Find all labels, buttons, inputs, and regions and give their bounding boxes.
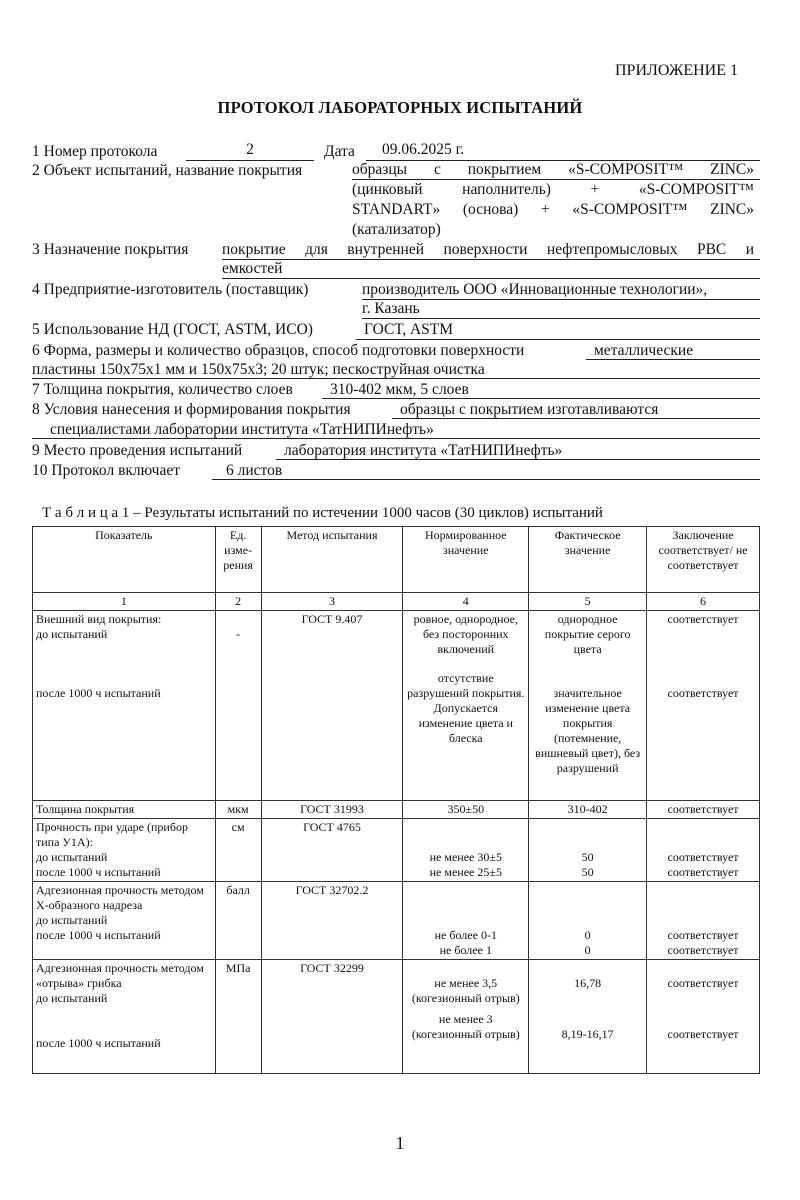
actual-cell: 310-402 xyxy=(529,801,647,819)
object-line-1: образцы с покрытием «S-COMPOSIT™ ZINC» xyxy=(352,161,754,178)
indicator-cell xyxy=(33,882,216,960)
indicator-cell xyxy=(33,819,216,882)
conclusion-cell xyxy=(647,611,760,801)
indicator-sub: до испытаний xyxy=(36,991,108,1005)
normative-cell: 350±50 xyxy=(403,801,529,819)
method-cell: ГОСТ 9.407 xyxy=(261,611,403,801)
date-value: 09.06.2025 г. xyxy=(382,141,465,158)
col-number: 5 xyxy=(529,593,647,611)
normative-cell xyxy=(403,611,529,801)
indicator-sub: до испытаний xyxy=(36,850,108,864)
indicator-sub: после 1000 ч испытаний xyxy=(36,1036,161,1050)
actual-value: 8,19-16,17 xyxy=(561,1027,614,1041)
normative-cell xyxy=(403,960,529,1074)
results-table xyxy=(32,526,760,1074)
conclusion-cell xyxy=(647,819,760,882)
col-number: 2 xyxy=(215,593,261,611)
actual-value: значительное изменение цвета покрытия (потемнение, вишневый цвет), без разрушений xyxy=(535,686,641,775)
table-header-row xyxy=(33,527,760,593)
actual-value: 50 xyxy=(581,865,594,879)
conditions-line-2: специалистами лаборатории института «ТатНИПИнефть» xyxy=(50,421,434,438)
conclusion-value: соответствует xyxy=(667,943,739,957)
indicator-name: Адгезионная прочность методом «отрыва» грибка xyxy=(36,961,204,990)
table-row xyxy=(33,960,760,1074)
conclusion-value: соответствует xyxy=(667,865,739,879)
field-8-label: 8 Условия нанесения и формирования покрытия xyxy=(32,401,351,418)
indicator-sub: после 1000 ч испытаний xyxy=(36,865,161,879)
unit-cell: мкм xyxy=(215,801,261,819)
header-method: Метод испытания xyxy=(261,527,403,593)
conditions-value-1: образцы с покрытием изготавливаются xyxy=(400,401,659,418)
actual-value: 16,78 xyxy=(574,976,602,990)
thickness-value: 310-402 мкм, 5 слоев xyxy=(330,381,469,398)
indicator-name: Прочность при ударе (прибор типа У1А): xyxy=(36,820,188,849)
field-10-label: 10 Протокол включает xyxy=(32,462,180,479)
table-caption: Т а б л и ц а 1 – Результаты испытаний по истечении 1000 часов (30 циклов) испытаний xyxy=(42,505,603,521)
indicator-name: Внешний вид покрытия: xyxy=(36,612,162,626)
thickness-underline xyxy=(322,398,760,399)
method-cell: ГОСТ 4765 xyxy=(261,819,403,882)
conclusion-value: соответствует xyxy=(667,686,739,700)
indicator-cell xyxy=(33,611,216,801)
col-number: 4 xyxy=(403,593,529,611)
conclusion-value: соответствует xyxy=(667,928,739,942)
manufacturer-underline-1 xyxy=(362,299,760,300)
table-row xyxy=(33,819,760,882)
purpose-line-1: покрытие для внутренней поверхности нефтепромысловых РВС и xyxy=(222,241,754,258)
col-number: 6 xyxy=(647,593,760,611)
purpose-underline-2 xyxy=(222,278,760,279)
table-row xyxy=(33,882,760,960)
actual-cell xyxy=(529,819,647,882)
object-line-3: STANDART» (основа) + «S-COMPOSIT™ ZINC» xyxy=(352,201,754,218)
normative-value: не более 0-1 xyxy=(434,928,497,942)
conclusion-value: соответствует xyxy=(667,850,739,864)
actual-cell xyxy=(529,611,647,801)
date-label: Дата xyxy=(324,143,355,160)
header-conclusion: Заключение соответствует/ не соответствует xyxy=(647,527,760,593)
indicator-cell xyxy=(33,960,216,1074)
test-location-underline xyxy=(276,459,760,460)
unit-value: - xyxy=(236,627,241,641)
test-location-value: лаборатория института «ТатНИПИнефть» xyxy=(284,442,563,459)
table-number-row xyxy=(33,593,760,611)
actual-value: 0 xyxy=(584,928,591,942)
indicator-sub: после 1000 ч испытаний xyxy=(36,686,161,700)
unit-cell xyxy=(215,611,261,801)
indicator-name: Адгезионная прочность методом Х-образного надреза xyxy=(36,883,204,912)
sheets-underline xyxy=(212,479,760,480)
conditions-underline-1 xyxy=(392,418,760,419)
samples-value-1: металлические xyxy=(594,342,694,359)
normative-cell xyxy=(403,819,529,882)
field-9-label: 9 Место проведения испытаний xyxy=(32,442,243,459)
document-title: ПРОТОКОЛ ЛАБОРАТОРНЫХ ИСПЫТАНИЙ xyxy=(217,98,583,117)
normative-value: ровное, однородное, без посторонних включений xyxy=(413,612,518,656)
actual-value: 0 xyxy=(584,943,591,957)
header-indicator: Показатель xyxy=(33,527,216,593)
actual-cell xyxy=(529,960,647,1074)
normative-value: отсутствие разрушений покрытия. Допускается изменение цвета и блеска xyxy=(407,671,525,745)
table-row xyxy=(33,801,760,819)
normative-value: не менее 3 (когезионный отрыв) xyxy=(411,1012,520,1041)
conclusion-value: соответствует xyxy=(667,1027,739,1041)
field-2-label: 2 Объект испытаний, название покрытия xyxy=(32,162,303,179)
field-4-label: 4 Предприятие-изготовитель (поставщик) xyxy=(32,281,309,298)
col-number: 1 xyxy=(33,593,216,611)
method-cell: ГОСТ 32702.2 xyxy=(261,882,403,960)
method-cell: ГОСТ 32299 xyxy=(261,960,403,1074)
samples-line-2: пластины 150x75x1 мм и 150x75x3; 20 штук; пескоструйная очистка xyxy=(32,361,485,378)
actual-cell xyxy=(529,882,647,960)
actual-value: 50 xyxy=(581,850,594,864)
col-number: 3 xyxy=(261,593,403,611)
indicator-sub: до испытаний xyxy=(36,627,108,641)
sheets-value: 6 листов xyxy=(226,462,283,479)
header-actual: Фактическое значение xyxy=(529,527,647,593)
normative-value: не более 1 xyxy=(439,943,492,957)
conclusion-value: соответствует xyxy=(667,612,739,626)
indicator-sub: после 1000 ч испытаний xyxy=(36,928,161,942)
manufacturer-underline-2 xyxy=(362,318,760,319)
normative-cell xyxy=(403,882,529,960)
object-line-4: (катализатор) xyxy=(352,221,441,238)
field-7-label: 7 Толщина покрытия, количество слоев xyxy=(32,381,293,398)
object-line-2: (цинковый наполнитель) + «S-COMPOSIT™ xyxy=(352,181,754,198)
purpose-underline-1 xyxy=(222,259,760,260)
unit-cell: балл xyxy=(215,882,261,960)
normative-value: не менее 30±5 xyxy=(429,850,502,864)
samples-underline-1 xyxy=(586,359,760,360)
indicator-sub: до испытаний xyxy=(36,913,108,927)
conclusion-cell xyxy=(647,882,760,960)
normative-value: не менее 3,5 (когезионный отрыв) xyxy=(411,976,520,1005)
unit-cell: МПа xyxy=(215,960,261,1074)
appendix-label: ПРИЛОЖЕНИЕ 1 xyxy=(614,62,738,79)
standards-value: ГОСТ, ASTM xyxy=(364,321,454,338)
manufacturer-line-2: г. Казань xyxy=(362,300,420,317)
indicator-cell: Толщина покрытия xyxy=(33,801,216,819)
unit-cell: см xyxy=(215,819,261,882)
samples-underline-2 xyxy=(32,378,760,379)
page-number: 1 xyxy=(395,1133,405,1153)
header-normative: Нормированное значение xyxy=(403,527,529,593)
purpose-line-2: емкостей xyxy=(222,260,283,277)
field-6-label: 6 Форма, размеры и количество образцов, способ подготовки поверхности xyxy=(32,342,525,359)
conclusion-cell xyxy=(647,960,760,1074)
conclusion-value: соответствует xyxy=(667,976,739,990)
standards-underline xyxy=(356,339,760,340)
manufacturer-line-1: производитель ООО «Инновационные технологии», xyxy=(362,281,708,298)
normative-value: не менее 25±5 xyxy=(429,865,502,879)
conclusion-cell: соответствует xyxy=(647,801,760,819)
protocol-number: 2 xyxy=(246,141,254,158)
conditions-underline-2 xyxy=(32,438,760,439)
header-unit: Ед. изме- рения xyxy=(215,527,261,593)
field-3-label: 3 Назначение покрытия xyxy=(32,241,189,258)
field-1-label: 1 Номер протокола xyxy=(32,143,158,160)
field-5-label: 5 Использование НД (ГОСТ, ASTM, ИСО) xyxy=(32,321,313,338)
actual-value: однородное покрытие серого цвета xyxy=(544,612,631,656)
table-row xyxy=(33,611,760,801)
method-cell: ГОСТ 31993 xyxy=(261,801,403,819)
